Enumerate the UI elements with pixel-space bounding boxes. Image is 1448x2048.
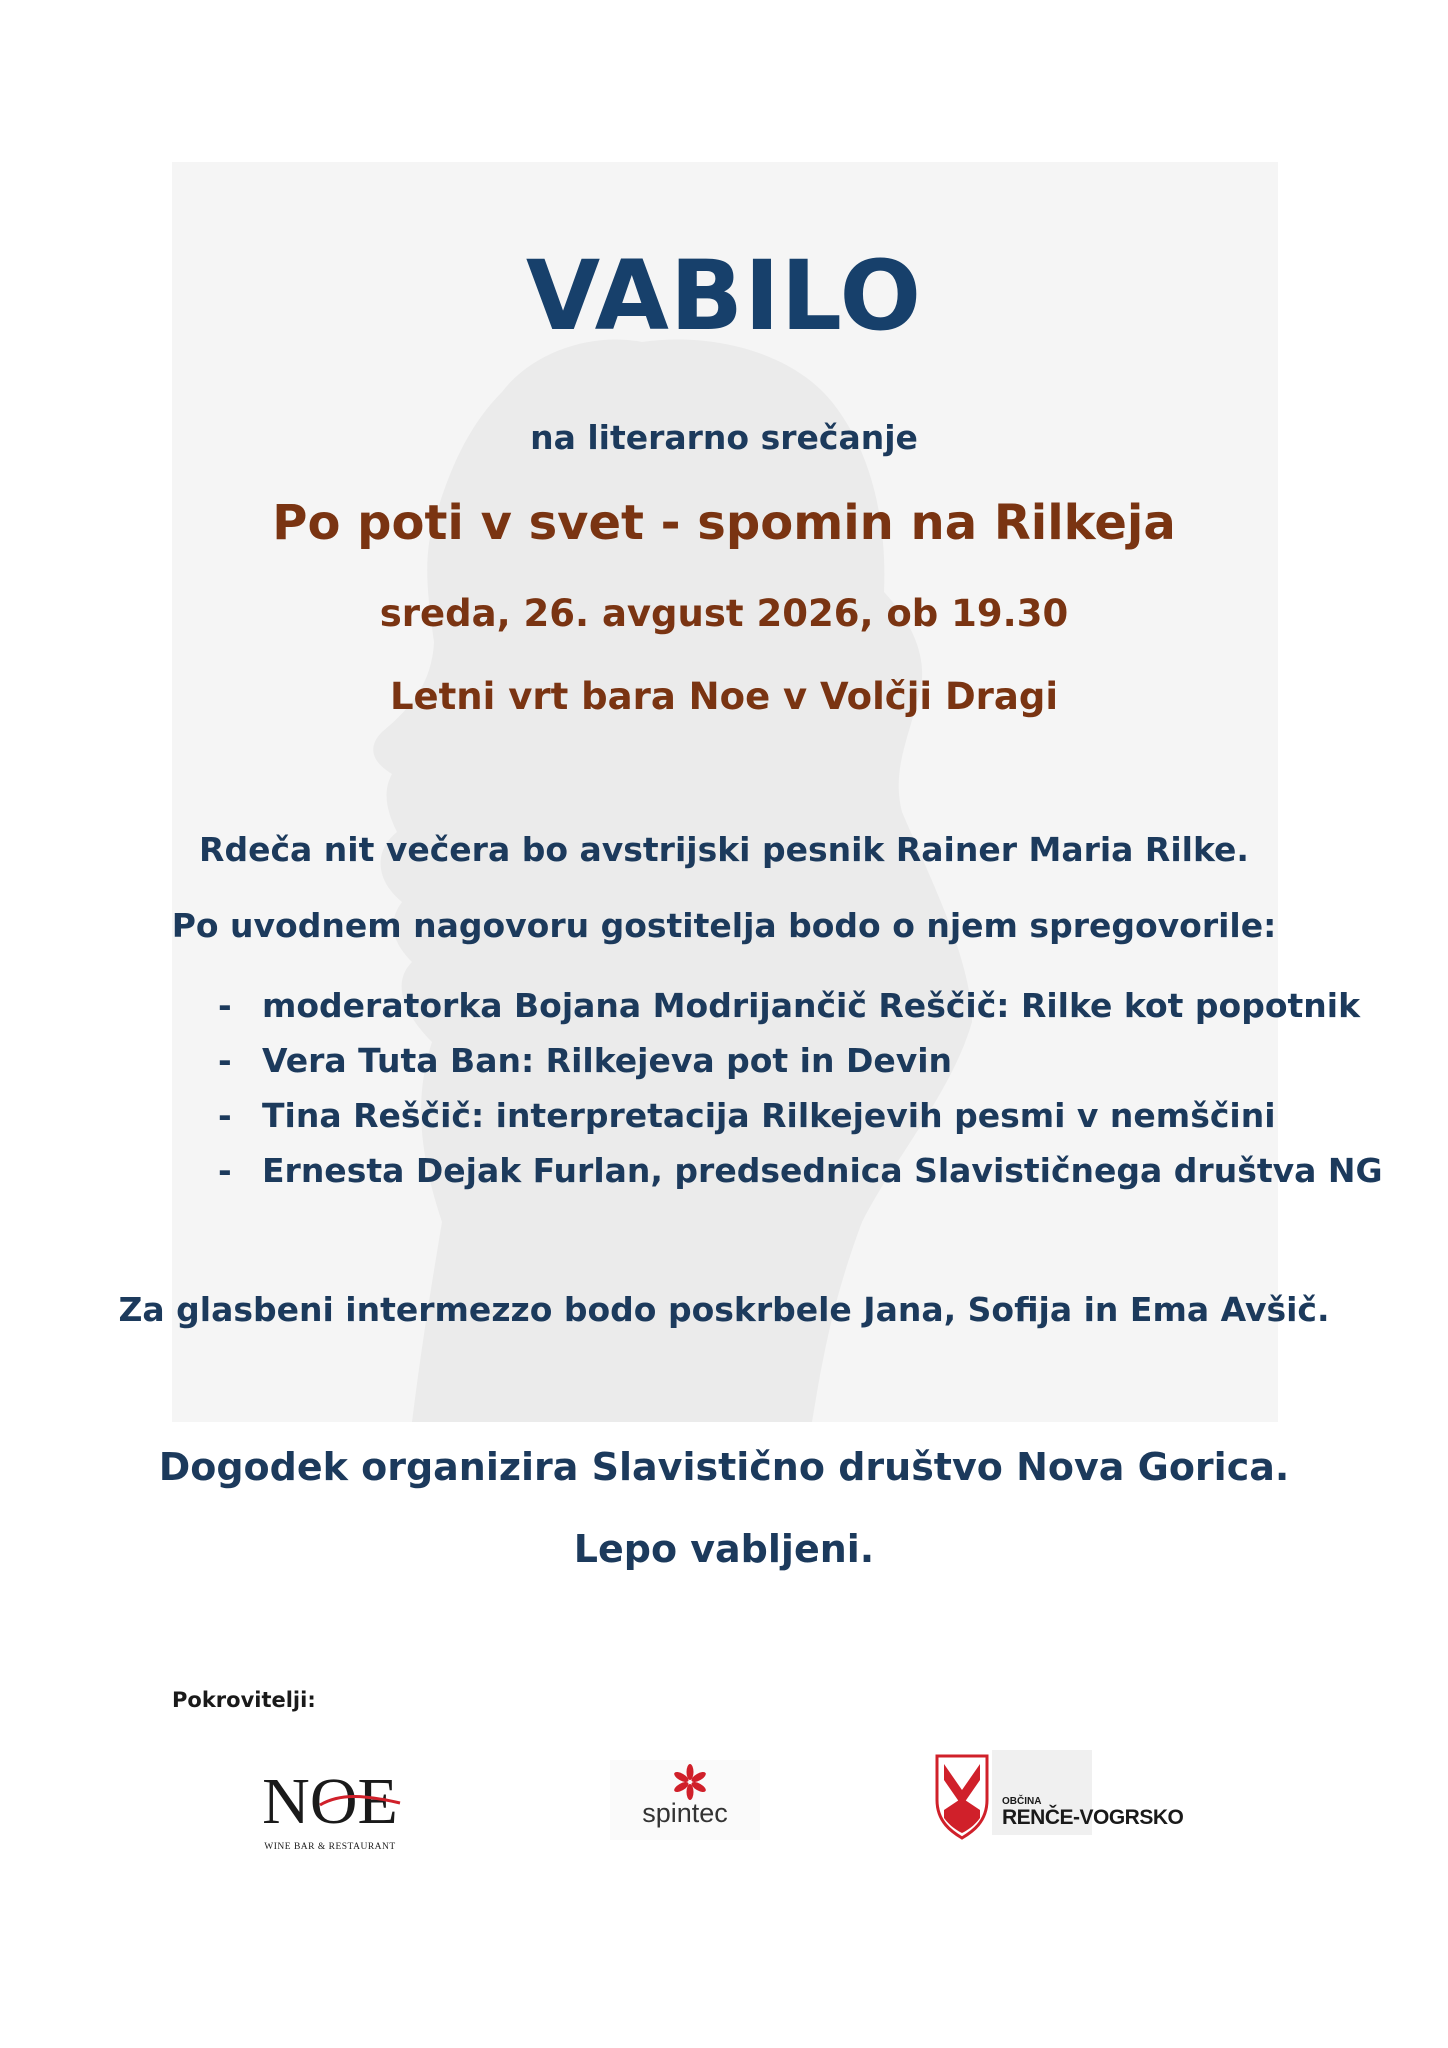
svg-text:WINE BAR & RESTAURANT: WINE BAR & RESTAURANT (264, 1842, 396, 1852)
svg-text:spintec: spintec (642, 1798, 728, 1828)
bullet-dash: - (218, 1096, 232, 1135)
invitation-subtitle: na literarno srečanje (530, 418, 918, 457)
invitation-title: VABILO (525, 240, 923, 352)
event-title: Po poti v svet - spomin na Rilkeja (272, 495, 1176, 551)
rence-vogrsko-logo-graphic (932, 1750, 1184, 1845)
svg-text:RENČE-VOGRSKO: RENČE-VOGRSKO (1002, 1806, 1184, 1829)
event-date-time: sreda, 26. avgust 2026, ob 19.30 (379, 592, 1069, 635)
speaker-list (218, 978, 1383, 1198)
list-item (218, 1143, 1383, 1198)
list-item (218, 1088, 1383, 1143)
svg-text:NOE: NOE (262, 1765, 398, 1838)
rence-vogrsko-logo (932, 1750, 1184, 1845)
spintec-logo-graphic (610, 1760, 760, 1840)
sponsors-label: Pokrovitelji: (172, 1688, 316, 1712)
svg-text:OBČINA: OBČINA (1002, 1796, 1042, 1807)
program-intro-1: Rdeča nit večera bo avstrijski pesnik Rainer Maria Rilke. (199, 830, 1249, 869)
bullet-dash: - (218, 1041, 232, 1080)
event-location: Letni vrt bara Noe v Volčji Dragi (389, 675, 1059, 718)
program-intro-2: Po uvodnem nagovoru gostitelja bodo o njem spregovorile: (171, 906, 1277, 945)
bullet-dash: - (218, 1151, 232, 1190)
noe-logo-graphic (250, 1765, 410, 1855)
spintec-logo (610, 1760, 760, 1840)
speaker-text: Tina Reščič: interpretacija Rilkejevih pesmi v nemščini (262, 1096, 1276, 1135)
speaker-text: moderatorka Bojana Modrijančič Reščič: Rilke kot popotnik (262, 986, 1361, 1025)
list-item (218, 978, 1383, 1033)
welcome-line: Lepo vabljeni. (573, 1527, 875, 1571)
speaker-text: Vera Tuta Ban: Rilkejeva pot in Devin (262, 1041, 953, 1080)
music-intermezzo: Za glasbeni intermezzo bodo poskrbele Jana, Sofija in Ema Avšič. (118, 1290, 1330, 1329)
list-item (218, 1033, 1383, 1088)
bullet-dash: - (218, 986, 232, 1025)
organizer-line: Dogodek organizira Slavistično društvo Nova Gorica. (158, 1445, 1290, 1489)
noe-logo (250, 1765, 410, 1855)
speaker-text: Ernesta Dejak Furlan, predsednica Slavističnega društva NG (262, 1151, 1383, 1190)
